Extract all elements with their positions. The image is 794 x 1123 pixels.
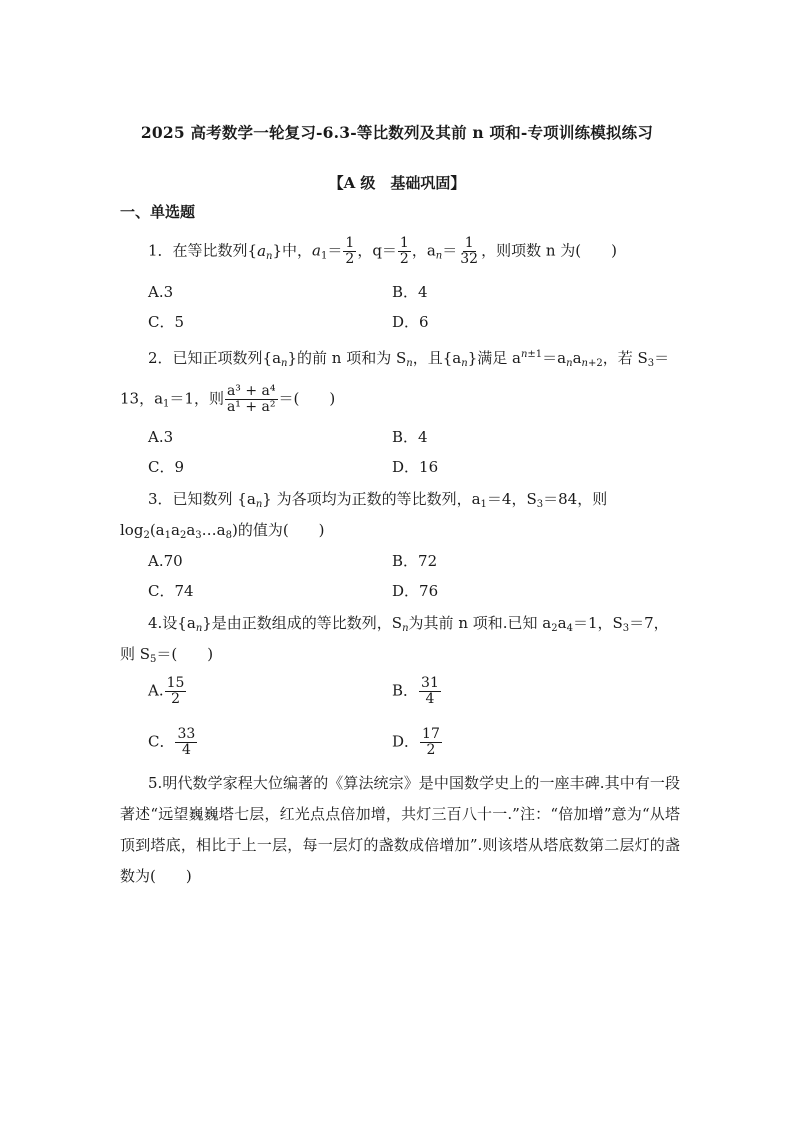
document-title: 2025 高考数学一轮复习-6.3-等比数列及其前 n 项和-专项训练模拟练习 bbox=[140, 123, 654, 142]
q3-option-a: A.70 bbox=[148, 552, 183, 570]
question-3-line-2: $\log_2(a_1a_2a_3\dots a_8)$的值为( ) bbox=[120, 521, 325, 541]
question-1: 1．在等比数列$\{a_n\}$中，$a_1=$ $\frac{1}{2}$ ，q＝ $\frac{1}{2}$ ，$a_n=$ $\frac{1}{32}$ ，则项数 n 为( ) bbox=[148, 235, 617, 267]
fraction: $\frac{1}{32}$ bbox=[460, 235, 479, 267]
fraction: $\frac{\text{a³ + a⁴}}{\text{a¹ + a²}}$ bbox=[226, 383, 276, 415]
q3-option-c: C．74 bbox=[148, 582, 194, 600]
question-3-line-1: 3．已知数列 $\{a_n\}$ 为各项均为正数的等比数列，$a_1=4$，$S_3=84$，则 bbox=[148, 490, 608, 510]
q3-option-d: D．76 bbox=[392, 582, 439, 600]
q1-option-b: B．4 bbox=[392, 283, 428, 301]
q3-option-b: B．72 bbox=[392, 552, 438, 570]
q4-option-c: C． $\frac{33}{4}$ bbox=[148, 726, 196, 758]
fraction: $\frac{31}{4}$ bbox=[421, 675, 439, 707]
q1-option-d: D．6 bbox=[392, 313, 429, 331]
question-5: 5.明代数学家程大位编著的《算法统宗》是中国数学史上的一座丰碑.其中有一段著述“远望巍巍塔七层，红光点点倍加增，共灯三百八十一.”注：“倍加增”意为“从塔顶到塔底，相比于上一层，每一层灯的盏数成倍增加”.则该塔从塔底数第二层灯的盏数为( ) bbox=[120, 774, 680, 885]
q2-option-a: A.3 bbox=[148, 428, 174, 446]
fraction: $\frac{33}{4}$ bbox=[177, 726, 196, 758]
fraction: $\frac{17}{2}$ bbox=[422, 726, 440, 758]
fraction: $\frac{1}{2}$ bbox=[399, 235, 409, 267]
fraction: $\frac{1}{2}$ bbox=[345, 235, 355, 267]
q1-option-a: A.3 bbox=[148, 283, 174, 301]
q2-option-c: C．9 bbox=[148, 458, 185, 476]
q2-option-b: B．4 bbox=[392, 428, 428, 446]
q1-option-c: C．5 bbox=[148, 313, 185, 331]
fraction: $\frac{15}{2}$ bbox=[166, 675, 185, 707]
question-2-line-2: 13，$a_1=1$，则 $\frac{\text{a³ + a⁴}}{\text{a¹ + a²}}$ ＝( ) bbox=[120, 383, 336, 415]
question-2-line-1: 2．已知正项数列$\{a_n\}$的前 n 项和为 $S_n$，且$\{a_n\}$满足 $a^{n\pm 1}=a_na_{n+2}$，若 $S_3=$ bbox=[148, 349, 670, 369]
q2-option-d: D．16 bbox=[392, 458, 439, 476]
q4-option-b: B． $\frac{31}{4}$ bbox=[392, 675, 439, 707]
q4-option-a: A. $\frac{15}{2}$ bbox=[148, 675, 185, 707]
section-heading: 一、单选题 bbox=[120, 203, 196, 221]
level-heading: 【A 级 基础巩固】 bbox=[328, 174, 466, 192]
q4-option-d: D． $\frac{17}{2}$ bbox=[392, 726, 440, 758]
question-4-line-2: 则 $S_5=$( ) bbox=[120, 645, 214, 665]
question-4-line-1: 4.设$\{a_n\}$是由正数组成的等比数列，$S_n$为其前 n 项和.已知 $a_2a_4=1$，$S_3=7$， bbox=[148, 614, 669, 634]
